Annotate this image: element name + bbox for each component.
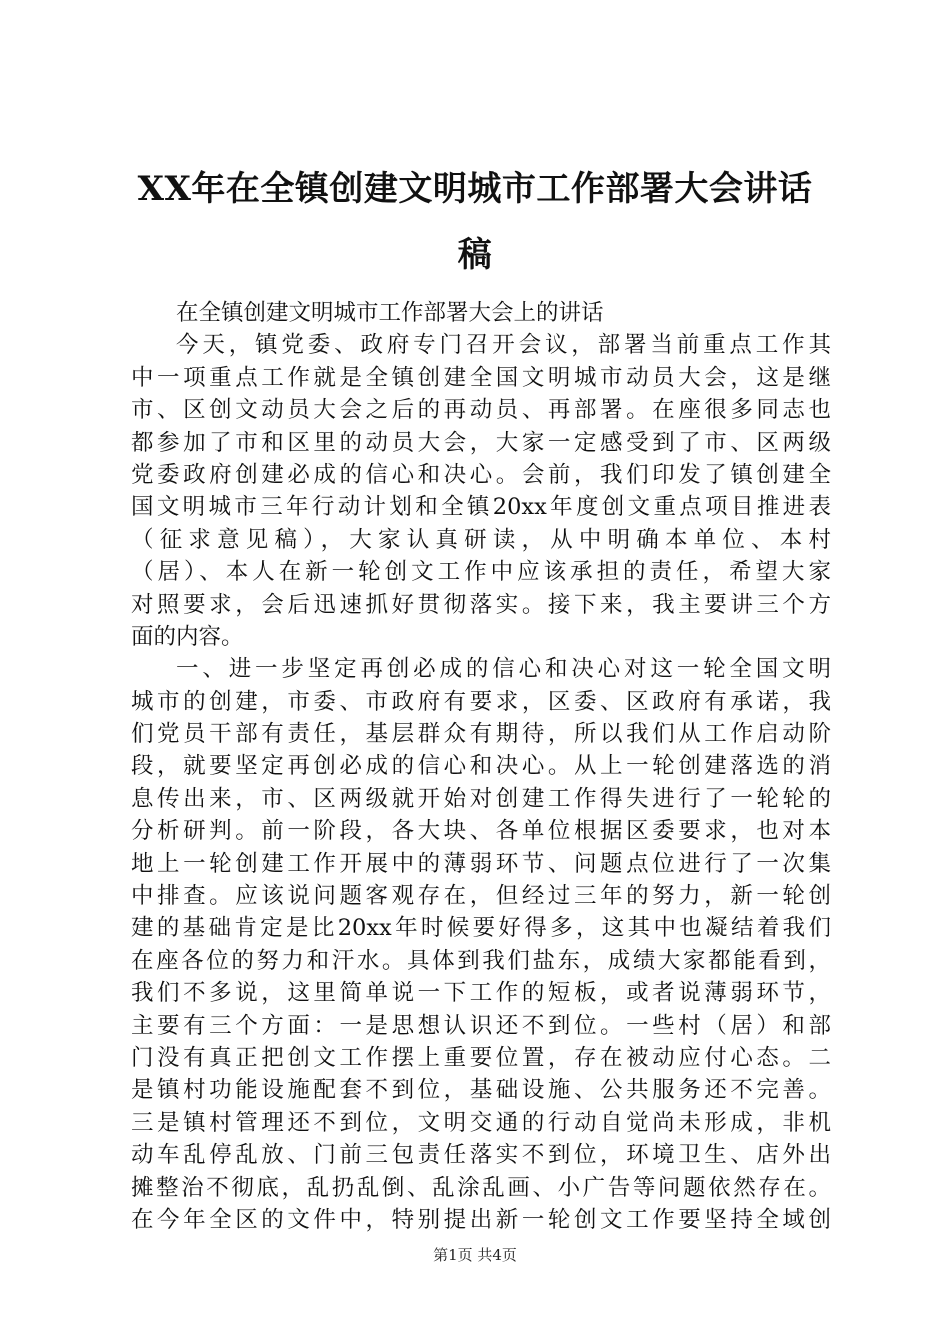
page-number-label: 第1页 共4页 [433,1246,517,1264]
page-footer [0,1244,950,1265]
body-line: 党委政府创建必成的信心和决心。会前，我们印发了镇创建全 [131,461,831,488]
body-line: 中排查。应该说问题客观存在，但经过三年的努力，新一轮创 [131,883,831,910]
body-line: 今天，镇党委、政府专门召开会议，部署当前重点工作其 [176,332,831,359]
body-line: 建的基础肯定是比20xx年时候要好得多，这其中也凝结着我们 [131,915,831,942]
body-line: 是镇村功能设施配套不到位，基础设施、公共服务还不完善。 [131,1077,831,1104]
body-line: 段，就要坚定再创必成的信心和决心。从上一轮创建落选的消 [131,753,831,780]
body-line: 都参加了市和区里的动员大会，大家一定感受到了市、区两级 [131,429,831,456]
body-line: 动车乱停乱放、门前三包责任落实不到位，环境卫生、店外出 [131,1142,831,1169]
body-line: 摊整治不彻底，乱扔乱倒、乱涂乱画、小广告等问题依然存在。 [131,1174,831,1201]
body-line: 对照要求，会后迅速抓好贯彻落实。接下来，我主要讲三个方 [131,591,831,618]
body-line: 们党员干部有责任，基层群众有期待，所以我们从工作启动阶 [131,721,831,748]
body-line: （居）、本人在新一轮创文工作中应该承担的责任，希望大家 [131,559,831,586]
document-title [0,156,950,288]
body-line: 分析研判。前一阶段，各大块、各单位根据区委要求，也对本 [131,818,831,845]
body-line: 我们不多说，这里简单说一下工作的短板，或者说薄弱环节， [131,980,831,1007]
body-line: 息传出来，市、区两级就开始对创建工作得失进行了一轮轮的 [131,785,831,812]
body-line: 中一项重点工作就是全镇创建全国文明城市动员大会，这是继 [131,364,831,391]
body-line: 在座各位的努力和汗水。具体到我们盐东，成绩大家都能看到， [131,947,831,974]
body-line: （征求意见稿），大家认真研读，从中明确本单位、本村 [131,526,831,553]
body-line: 市、区创文动员大会之后的再动员、再部署。在座很多同志也 [131,397,831,424]
body-line: 国文明城市三年行动计划和全镇20xx年度创文重点项目推进表 [131,494,831,521]
body-line: 面的内容。 [131,623,244,650]
body-line: 主要有三个方面：一是思想认识还不到位。一些村（居）和部 [131,1012,831,1039]
document-title-line-2: 稿 [457,235,493,275]
body-line: 城市的创建，市委、市政府有要求，区委、区政府有承诺，我 [131,688,831,715]
document-subtitle: 在全镇创建文明城市工作部署大会上的讲话 [176,300,604,326]
body-line: 在今年全区的文件中，特别提出新一轮创文工作要坚持全域创 [131,1206,831,1233]
document-body [131,297,831,1236]
body-line: 一、进一步坚定再创必成的信心和决心对这一轮全国文明 [176,656,831,683]
body-line: 三是镇村管理还不到位，文明交通的行动自觉尚未形成，非机 [131,1109,831,1136]
body-line: 地上一轮创建工作开展中的薄弱环节、问题点位进行了一次集 [131,850,831,877]
document-title-line-1: XX年在全镇创建文明城市工作部署大会讲话 [137,169,813,209]
body-line: 门没有真正把创文工作摆上重要位置，存在被动应付心态。二 [131,1044,831,1071]
